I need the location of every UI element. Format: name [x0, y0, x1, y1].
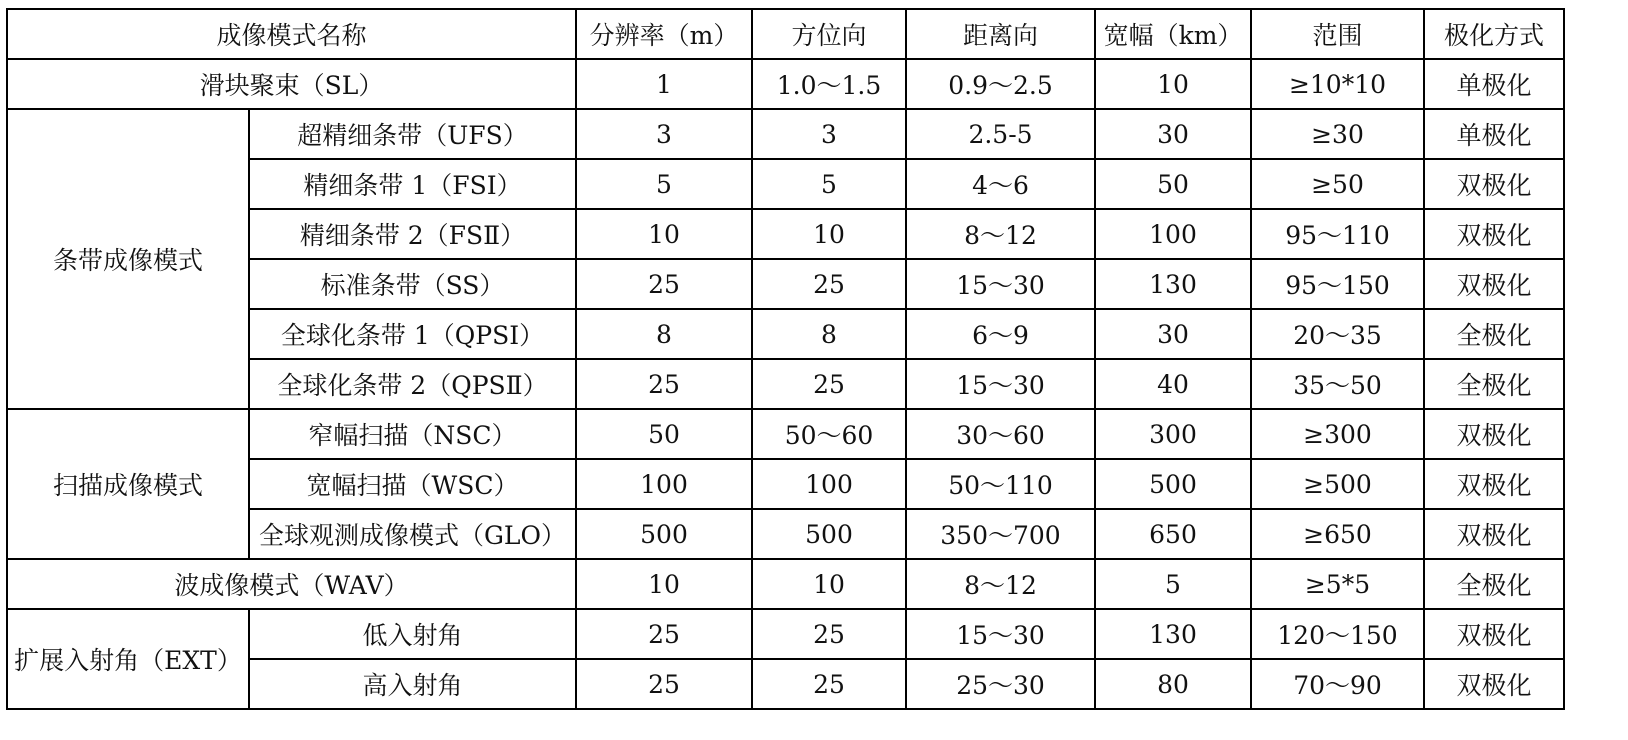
- mode-name: 精细条带 1（FSⅠ）: [249, 159, 576, 209]
- resolution-cell: 10: [576, 559, 752, 609]
- polarization-cell: 双极化: [1424, 209, 1564, 259]
- polarization-cell: 单极化: [1424, 109, 1564, 159]
- swath-cell: 40: [1095, 359, 1251, 409]
- swath-cell: 10: [1095, 59, 1251, 109]
- swath-cell: 500: [1095, 459, 1251, 509]
- polarization-cell: 双极化: [1424, 509, 1564, 559]
- mode-name: 精细条带 2（FSⅡ）: [249, 209, 576, 259]
- swath-cell: 100: [1095, 209, 1251, 259]
- resolution-cell: 25: [576, 259, 752, 309]
- extent-cell: ≥300: [1251, 409, 1424, 459]
- header-polarization: 极化方式: [1424, 9, 1564, 59]
- azimuth-cell: 25: [752, 259, 906, 309]
- range-cell: 15～30: [906, 609, 1095, 659]
- resolution-cell: 25: [576, 359, 752, 409]
- azimuth-cell: 1.0～1.5: [752, 59, 906, 109]
- polarization-cell: 双极化: [1424, 659, 1564, 709]
- table-row: [7, 559, 1564, 609]
- azimuth-cell: 25: [752, 659, 906, 709]
- azimuth-cell: 8: [752, 309, 906, 359]
- header-resolution: 分辨率（m）: [576, 9, 752, 59]
- swath-cell: 300: [1095, 409, 1251, 459]
- polarization-cell: 双极化: [1424, 159, 1564, 209]
- swath-cell: 50: [1095, 159, 1251, 209]
- mode-name: 高入射角: [249, 659, 576, 709]
- polarization-cell: 全极化: [1424, 559, 1564, 609]
- range-cell: 4～6: [906, 159, 1095, 209]
- mode-name: 滑块聚束（SL）: [7, 59, 576, 109]
- group-scan-mode: 扫描成像模式: [7, 409, 249, 559]
- resolution-cell: 10: [576, 209, 752, 259]
- extent-cell: ≥500: [1251, 459, 1424, 509]
- mode-name: 超精细条带（UFS）: [249, 109, 576, 159]
- imaging-mode-table: [6, 8, 1565, 710]
- table-row: [7, 109, 1564, 159]
- group-extended-incidence: 扩展入射角（EXT）: [7, 609, 249, 709]
- header-azimuth: 方位向: [752, 9, 906, 59]
- range-cell: 50～110: [906, 459, 1095, 509]
- resolution-cell: 3: [576, 109, 752, 159]
- header-row: [7, 9, 1564, 59]
- azimuth-cell: 5: [752, 159, 906, 209]
- range-cell: 0.9～2.5: [906, 59, 1095, 109]
- range-cell: 8～12: [906, 209, 1095, 259]
- header-mode-name: 成像模式名称: [7, 9, 576, 59]
- resolution-cell: 500: [576, 509, 752, 559]
- range-cell: 15～30: [906, 359, 1095, 409]
- mode-name: 全球化条带 2（QPSⅡ）: [249, 359, 576, 409]
- range-cell: 25～30: [906, 659, 1095, 709]
- group-strip-mode: 条带成像模式: [7, 109, 249, 409]
- resolution-cell: 100: [576, 459, 752, 509]
- azimuth-cell: 500: [752, 509, 906, 559]
- extent-cell: ≥30: [1251, 109, 1424, 159]
- resolution-cell: 8: [576, 309, 752, 359]
- azimuth-cell: 25: [752, 609, 906, 659]
- extent-cell: ≥5*5: [1251, 559, 1424, 609]
- swath-cell: 30: [1095, 309, 1251, 359]
- extent-cell: 95～110: [1251, 209, 1424, 259]
- azimuth-cell: 10: [752, 559, 906, 609]
- swath-cell: 30: [1095, 109, 1251, 159]
- extent-cell: 70～90: [1251, 659, 1424, 709]
- imaging-mode-table-container: [6, 8, 1565, 710]
- azimuth-cell: 25: [752, 359, 906, 409]
- range-cell: 30～60: [906, 409, 1095, 459]
- polarization-cell: 双极化: [1424, 609, 1564, 659]
- polarization-cell: 双极化: [1424, 459, 1564, 509]
- swath-cell: 5: [1095, 559, 1251, 609]
- table-row: [7, 609, 1564, 659]
- mode-name: 标准条带（SS）: [249, 259, 576, 309]
- header-range: 距离向: [906, 9, 1095, 59]
- extent-cell: ≥650: [1251, 509, 1424, 559]
- header-extent: 范围: [1251, 9, 1424, 59]
- swath-cell: 650: [1095, 509, 1251, 559]
- mode-name: 宽幅扫描（WSC）: [249, 459, 576, 509]
- resolution-cell: 1: [576, 59, 752, 109]
- range-cell: 6～9: [906, 309, 1095, 359]
- range-cell: 8～12: [906, 559, 1095, 609]
- swath-cell: 130: [1095, 609, 1251, 659]
- swath-cell: 130: [1095, 259, 1251, 309]
- range-cell: 2.5-5: [906, 109, 1095, 159]
- resolution-cell: 25: [576, 609, 752, 659]
- extent-cell: ≥10*10: [1251, 59, 1424, 109]
- azimuth-cell: 10: [752, 209, 906, 259]
- table-row: [7, 59, 1564, 109]
- polarization-cell: 全极化: [1424, 309, 1564, 359]
- azimuth-cell: 100: [752, 459, 906, 509]
- extent-cell: 35～50: [1251, 359, 1424, 409]
- resolution-cell: 5: [576, 159, 752, 209]
- range-cell: 350～700: [906, 509, 1095, 559]
- mode-name: 波成像模式（WAV）: [7, 559, 576, 609]
- extent-cell: ≥50: [1251, 159, 1424, 209]
- swath-cell: 80: [1095, 659, 1251, 709]
- azimuth-cell: 3: [752, 109, 906, 159]
- extent-cell: 20～35: [1251, 309, 1424, 359]
- table-row: [7, 409, 1564, 459]
- polarization-cell: 双极化: [1424, 259, 1564, 309]
- range-cell: 15～30: [906, 259, 1095, 309]
- mode-name: 低入射角: [249, 609, 576, 659]
- resolution-cell: 25: [576, 659, 752, 709]
- polarization-cell: 双极化: [1424, 409, 1564, 459]
- mode-name: 窄幅扫描（NSC）: [249, 409, 576, 459]
- polarization-cell: 单极化: [1424, 59, 1564, 109]
- mode-name: 全球观测成像模式（GLO）: [249, 509, 576, 559]
- azimuth-cell: 50～60: [752, 409, 906, 459]
- resolution-cell: 50: [576, 409, 752, 459]
- extent-cell: 95～150: [1251, 259, 1424, 309]
- header-swath: 宽幅（km）: [1095, 9, 1251, 59]
- extent-cell: 120～150: [1251, 609, 1424, 659]
- mode-name: 全球化条带 1（QPSⅠ）: [249, 309, 576, 359]
- polarization-cell: 全极化: [1424, 359, 1564, 409]
